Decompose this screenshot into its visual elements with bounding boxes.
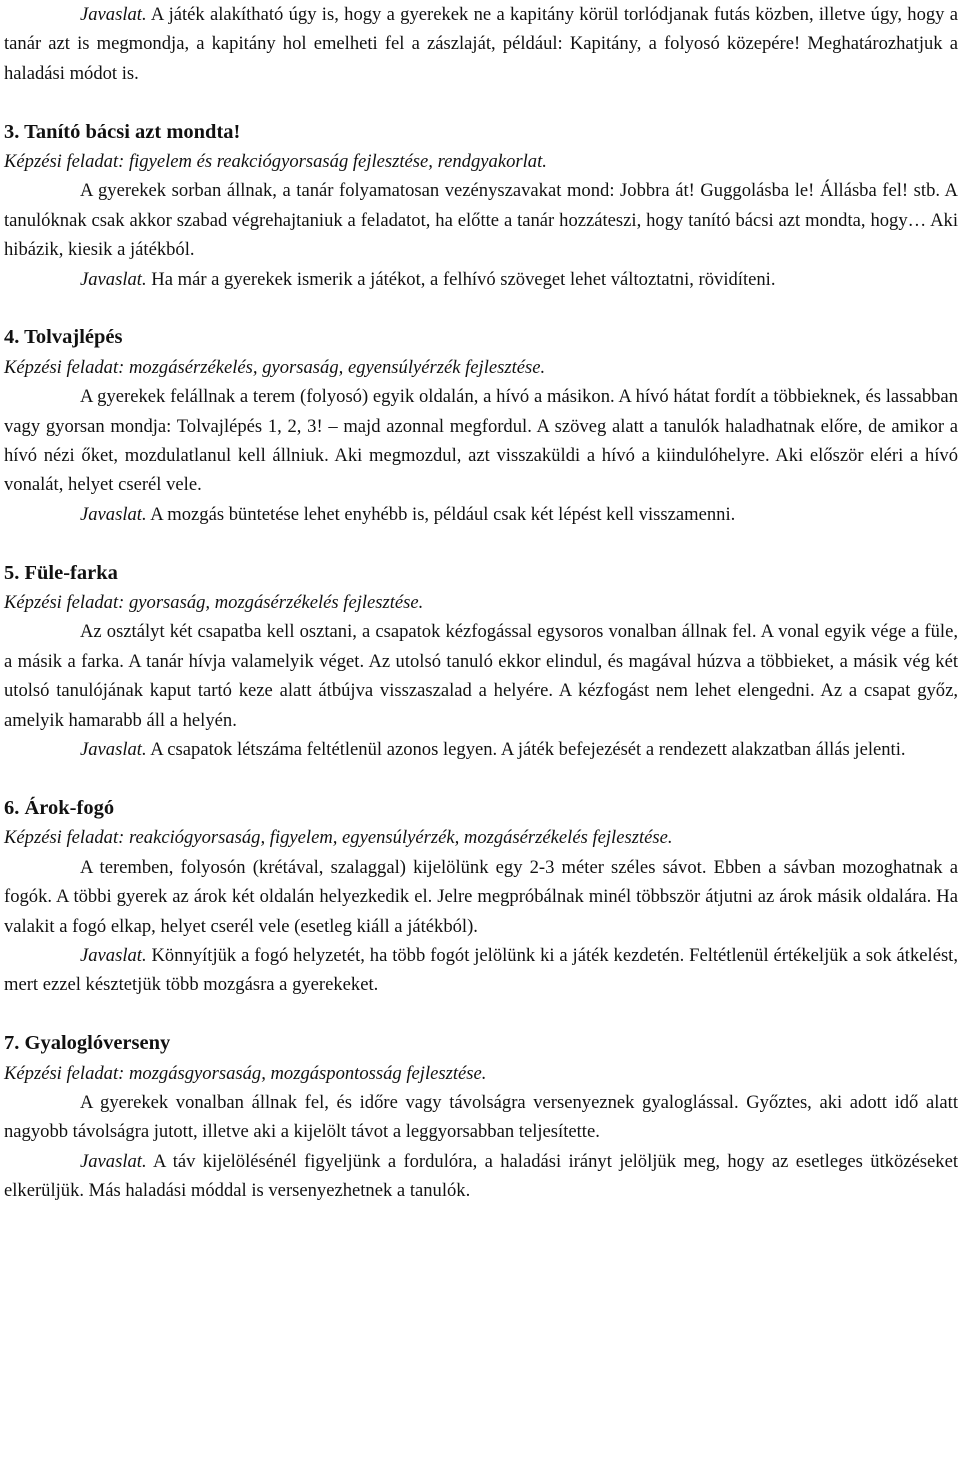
task-line: Képzési feladat: mozgásérzékelés, gyorsaság, egyensúlyérzék fejlesztése. [4,356,546,378]
javaslat-text: A csapatok létszáma feltétlenül azonos legyen. A játék befejezését a rendezett alakzatban állás jelenti. [146,739,906,761]
section-heading: 3. Tanító bácsi azt mondta! [4,120,241,143]
section-heading: 5. Füle-farka [4,561,118,584]
javaslat-label: Javaslat. [80,1150,147,1172]
javaslat-text: A mozgás büntetése lehet enyhébb is, például csak két lépést kell visszamenni. [146,503,736,525]
javaslat-paragraph [4,500,958,529]
javaslat-label: Javaslat. [80,503,147,525]
section-body: A gyerekek felállnak a terem (folyosó) egyik oldalán, a hívó a másikon. A hívó hátat fordít a többieknek, és lassabban vagy gyorsan mondja: Tolvajlépés 1, 2, 3! – majd azonnal megfordul. A szöveg alatt a tanulók haladhatnak előre, de amikor a hívó nézi őket, mozdulatlanul kell állniuk. Aki megmozdul, azt visszaküldi a hívó a kiindulóhelyre. Aki először eléri a hívó vonalát, helyet cserél vele. [4,386,958,496]
javaslat-text: A táv kijelölésénél figyeljünk a fordulóra, a haladási irányt jelöljük meg, hogy az esetleges ütközéseket elkerüljük. Más haladási móddal is versenyezhetnek a tanulók. [4,1150,958,1202]
task-line: Képzési feladat: gyorsaság, mozgásérzékelés fejlesztése. [4,592,424,614]
javaslat-paragraph [4,265,958,294]
spacer [4,529,958,558]
javaslat-text: Könnyítjük a fogó helyzetét, ha több fogót jelölünk ki a játék kezdetén. Feltétlenül értékeljük a sok átkelést, mert ezzel késztetjük több mozgásra a gyerekeket. [4,944,958,996]
section-body: Az osztályt két csapatba kell osztani, a csapatok kézfogással egysoros vonalban állnak fel. A vonal egyik vége a füle, a másik a farka. A tanár hívja valamelyik véget. Az utolsó tanuló ekkor elindul, és magával húzva a többieket, a másik vég két utolsó tanulójának kaput tartó keze alatt átbújva visszaszalad a helyére. A kézfogást nem lehet elengedni. Az a csapat győz, amelyik hamarabb áll a helyén. [4,621,958,731]
section-heading: 6. Árok-fogó [4,796,115,819]
javaslat-label: Javaslat. [80,739,147,761]
javaslat-label: Javaslat. [80,268,147,290]
intro-text: A játék alakítható úgy is, hogy a gyerekek ne a kapitány körül torlódjanak futás közben, illetve úgy, hogy a tanár azt is megmondja, a kapitány hol emelheti fel a zászlaját, például: Kapitány, a folyosó közepére! Meghatározhatjuk a haladási módot is. [4,4,958,84]
section-body: A gyerekek vonalban állnak fel, és időre vagy távolságra versenyeznek gyaloglással. Győztes, aki adott idő alatt nagyobb távolságra jutott, illetve aki a kijelölt távot a leggyorsabban teljesítette. [4,1091,958,1143]
section-heading: 7. Gyaloglóverseny [4,1032,171,1055]
spacer [4,294,958,323]
javaslat-label: Javaslat. [80,944,147,966]
spacer [4,765,958,794]
spacer [4,1000,958,1029]
javaslat-paragraph [4,735,958,764]
task-line: Képzési feladat: reakciógyorsaság, figyelem, egyensúlyérzék, mozgásérzékelés fejlesztése. [4,827,673,849]
section-body: A teremben, folyosón (krétával, szalaggal) kijelölünk egy 2-3 méter széles sávot. Ebben a sávban mozoghatnak a fogók. A többi gyerek az árok két oldalán helyezkedik el. Jelre megpróbálnak minél többször átjutni az árok másik oldalára. Ha valakit a fogó elkap, helyet cserél vele (esetleg kiáll a játékból). [4,856,958,937]
intro-paragraph [4,0,958,88]
section-heading: 4. Tolvajlépés [4,326,123,349]
javaslat-paragraph [4,1147,958,1206]
spacer [4,88,958,117]
javaslat-paragraph [4,941,958,1000]
javaslat-text: Ha már a gyerekek ismerik a játékot, a felhívó szöveget lehet változtatni, rövidíteni. [146,268,776,290]
javaslat-label: Javaslat. [80,4,147,25]
task-line: Képzési feladat: mozgásgyorsaság, mozgáspontosság fejlesztése. [4,1062,487,1084]
section-body: A gyerekek sorban állnak, a tanár folyamatosan vezényszavakat mond: Jobbra át! Guggolásba le! Állásba fel! stb. A tanulóknak csak akkor szabad végrehajtaniuk a feladatot, ha előtte a tanár hozzáteszi, hogy tanító bácsi azt mondta, hogy… Aki hibázik, kiesik a játékból. [4,180,958,261]
task-line: Képzési feladat: figyelem és reakciógyorsaság fejlesztése, rendgyakorlat. [4,151,547,173]
